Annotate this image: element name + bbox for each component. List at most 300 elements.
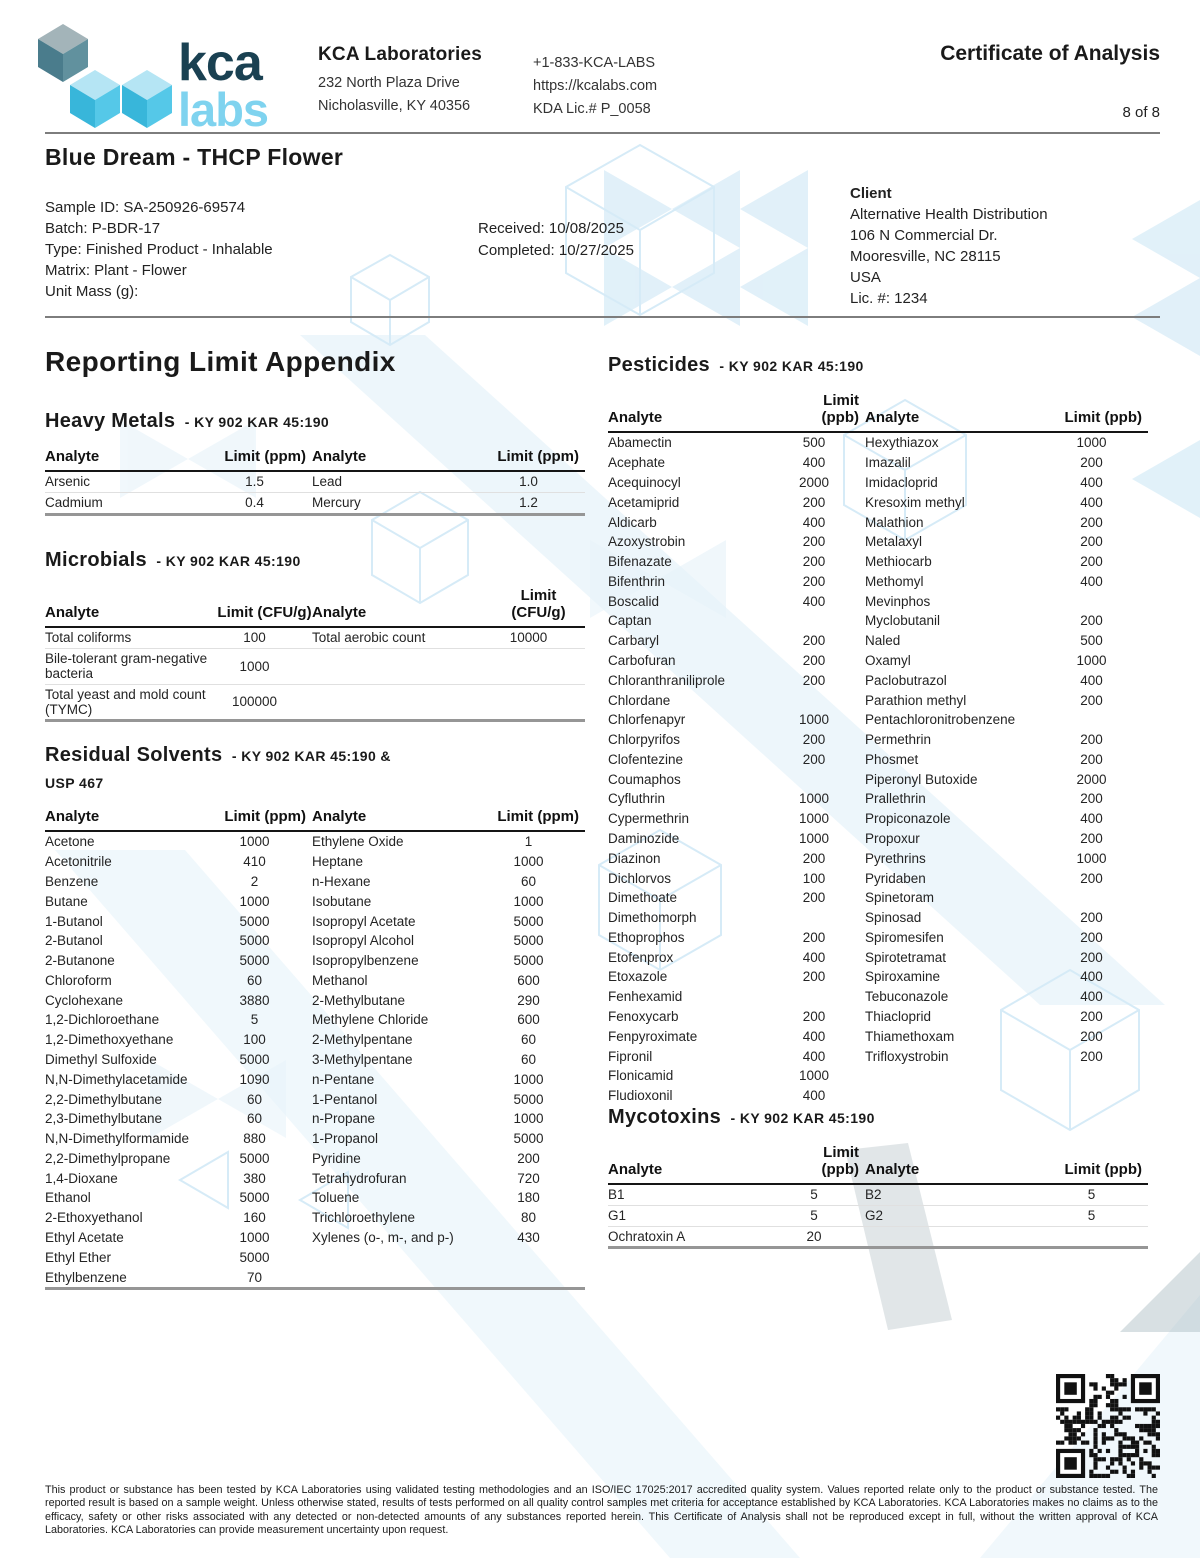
limit-cell: 200 — [802, 633, 826, 649]
table-row — [45, 471, 585, 492]
analyte-cell: Dimethomorph — [608, 910, 697, 926]
analyte-cell: Acequinocyl — [608, 474, 681, 490]
analyte-cell: Methanol — [312, 972, 368, 988]
table-row — [45, 1050, 585, 1070]
analyte-cell: B2 — [865, 1184, 1055, 1205]
footer-disclaimer: This product or substance has been tested by KCA Laboratories using validated testing methodologies and an ISO/IEC 17025:2017 accredited quality system. Values reported relate only to the product or substance tested. The reported result is based on a sample weight. Unless otherwise stated, results of tests performed on all quality control samples met criteria for acceptance established by KCA Laboratories. KCA Laboratories makes no claims as to the efficacy, safety or other risks associated with any detected or non-detected amounts of any substances reported herein. This Certificate of Analysis shall not be reproduced except in full, without the written approval of KCA Laboratories. KCA Laboratories can provide measurement uncertainty upon request. — [45, 1484, 1158, 1537]
analyte-cell: Fipronil — [608, 1048, 653, 1064]
limit-cell: 430 — [517, 1230, 540, 1246]
limit-cell: 1000 — [513, 1071, 544, 1087]
limit-cell — [1055, 1066, 1148, 1086]
lab-info-block — [318, 44, 482, 118]
limit-cell: 200 — [802, 732, 826, 748]
section-heading — [608, 1106, 1148, 1129]
limit-cell — [1055, 591, 1148, 611]
limit-cell: 720 — [517, 1170, 540, 1186]
table-row — [608, 512, 1148, 532]
column-header-limit: Limit (ppm) — [217, 805, 312, 831]
limit-cell: 10000 — [492, 627, 585, 648]
column-header-limit: Limit (ppm) — [492, 805, 585, 831]
limit-cell: 1090 — [239, 1071, 270, 1087]
limit-cell: 20 — [783, 1226, 865, 1248]
analyte-cell: Butane — [45, 893, 88, 909]
analyte-cell: Isopropyl Acetate — [312, 913, 416, 929]
logo-cube-cyan-2 — [122, 70, 172, 128]
analyte-cell: Captan — [608, 613, 652, 629]
table-row — [608, 1007, 1148, 1027]
limit-cell: 500 — [1080, 633, 1103, 649]
analyte-cell: Ethylene Oxide — [312, 834, 404, 850]
analyte-cell: Ethanol — [45, 1190, 91, 1206]
analyte-cell: G1 — [608, 1205, 783, 1226]
section-heading — [45, 410, 585, 433]
limit-cell: 100000 — [217, 684, 312, 721]
limit-cell: 200 — [802, 652, 826, 668]
limit-cell: 400 — [1080, 811, 1103, 827]
table-row — [45, 831, 585, 852]
analyte-cell: Tebuconazole — [865, 989, 949, 1005]
limit-cell: 400 — [1080, 474, 1103, 490]
limit-cell: 5000 — [239, 1190, 270, 1206]
limit-cell: 100 — [802, 870, 826, 886]
analyte-cell: 2,2-Dimethylbutane — [45, 1091, 163, 1107]
limit-cell: 200 — [1080, 751, 1103, 767]
column-header-analyte: Analyte — [865, 1141, 1055, 1184]
table-row — [608, 967, 1148, 987]
table-row — [45, 1129, 585, 1149]
limit-cell: 1000 — [239, 1230, 270, 1246]
analyte-cell: Arsenic — [45, 471, 217, 492]
analyte-cell: Fenoxycarb — [608, 1009, 679, 1025]
analyte-cell: 1-Pentanol — [312, 1091, 378, 1107]
limit-cell: 1000 — [513, 1111, 544, 1127]
page-indicator: 8 of 8 — [1122, 104, 1160, 121]
analyte-cell: Fludioxonil — [608, 1088, 673, 1104]
analyte-cell: Acetamiprid — [608, 494, 680, 510]
analyte-cell: Prallethrin — [865, 791, 926, 807]
analyte-cell: Carbofuran — [608, 652, 676, 668]
limit-cell: 200 — [1080, 1028, 1103, 1044]
table-row — [45, 627, 585, 648]
logo-cube-gray — [38, 24, 88, 82]
limit-cell: 200 — [802, 573, 826, 589]
limit-cell: 200 — [1080, 554, 1103, 570]
column-header-limit: Limit (ppm) — [492, 445, 585, 471]
lab-contact-line: KDA Lic.# P_0058 — [533, 101, 651, 117]
limit-cell — [1055, 1086, 1148, 1106]
analyte-cell: Dichlorvos — [608, 870, 672, 886]
analyte-cell — [865, 1066, 1055, 1086]
column-header-analyte: Analyte — [608, 389, 783, 432]
residual-solvents-section — [45, 742, 585, 1290]
analyte-cell: Cyfluthrin — [608, 791, 666, 807]
table-row — [608, 710, 1148, 730]
limit-cell: 400 — [802, 949, 826, 965]
section-title: Microbials — [45, 549, 147, 571]
analyte-cell: Azoxystrobin — [608, 534, 686, 550]
logo-text-kca: kca — [178, 34, 262, 92]
lab-address-line: 232 North Plaza Drive — [318, 75, 460, 91]
sample-info-block — [45, 197, 273, 302]
limit-cell: 1.5 — [217, 471, 312, 492]
table-row — [45, 1149, 585, 1169]
mycotoxins-table — [608, 1141, 1148, 1249]
lab-address-line: Nicholasville, KY 40356 — [318, 98, 471, 114]
analyte-cell: Pentachloronitrobenzene — [865, 712, 1016, 728]
table-row — [608, 432, 1148, 453]
table-row — [608, 591, 1148, 611]
analyte-cell: Etoxazole — [608, 969, 668, 985]
limit-cell: 400 — [802, 514, 826, 530]
logo-cube-cyan-1 — [70, 70, 120, 128]
client-label: Client — [850, 185, 892, 202]
analyte-cell: Metalaxyl — [865, 534, 923, 550]
section-title: Pesticides — [608, 354, 710, 376]
table-row — [608, 670, 1148, 690]
limit-cell: 1000 — [239, 834, 270, 850]
analyte-cell — [865, 1226, 1055, 1248]
analyte-cell: Ochratoxin A — [608, 1226, 783, 1248]
analyte-cell: Flonicamid — [608, 1068, 674, 1084]
analyte-cell — [865, 1086, 1055, 1106]
column-header-analyte: Analyte — [865, 389, 1055, 432]
limit-cell: 3880 — [239, 992, 270, 1008]
limit-cell: 100 — [217, 627, 312, 648]
table-row — [45, 951, 585, 971]
analyte-cell: Acetone — [45, 834, 95, 850]
limit-cell: 200 — [802, 554, 826, 570]
analyte-cell: Total coliforms — [45, 627, 217, 648]
analyte-cell: Pyridine — [312, 1150, 361, 1166]
analyte-cell: 2-Methylbutane — [312, 992, 406, 1008]
lab-contact-line: https://kcalabs.com — [533, 78, 658, 94]
client-line: Mooresville, NC 28115 — [850, 248, 1001, 265]
table-row — [608, 947, 1148, 967]
analyte-cell: Spiromesifen — [865, 929, 944, 945]
analyte-cell: Phosmet — [865, 751, 919, 767]
analyte-cell: Thiamethoxam — [865, 1028, 955, 1044]
limit-cell: 60 — [520, 873, 537, 889]
analyte-cell: Trifloxystrobin — [865, 1048, 949, 1064]
table-row — [45, 1247, 585, 1267]
lab-name: KCA Laboratories — [318, 44, 483, 65]
analyte-cell: Ethylbenzene — [45, 1269, 127, 1285]
limit-cell: 5000 — [513, 1091, 544, 1107]
analyte-cell: n-Pentane — [312, 1071, 375, 1087]
analyte-cell: 3-Methylpentane — [312, 1051, 413, 1067]
table-row — [608, 888, 1148, 908]
limit-cell — [783, 987, 865, 1007]
analyte-cell: Hexythiazox — [865, 435, 939, 451]
limit-cell: 60 — [246, 1091, 263, 1107]
limit-cell: 400 — [802, 455, 826, 471]
analyte-cell: Isobutane — [312, 893, 372, 909]
limit-cell: 200 — [1080, 870, 1103, 886]
analyte-cell: B1 — [608, 1184, 783, 1205]
limit-cell: 60 — [246, 972, 263, 988]
client-line: Alternative Health Distribution — [850, 206, 1048, 223]
table-row — [45, 1168, 585, 1188]
column-header-limit: Limit (ppb) — [783, 1141, 865, 1184]
client-line: Lic. #: 1234 — [850, 290, 928, 307]
client-block — [850, 183, 1048, 309]
limit-cell: 1.2 — [492, 492, 585, 514]
analyte-cell: Abamectin — [608, 435, 672, 451]
limit-cell: 80 — [520, 1210, 537, 1226]
analyte-cell — [312, 1267, 492, 1288]
limit-cell: 400 — [1080, 672, 1103, 688]
analyte-cell: Ethyl Acetate — [45, 1230, 124, 1246]
analyte-cell: Lead — [312, 471, 492, 492]
analyte-cell: 2,2-Dimethylpropane — [45, 1150, 171, 1166]
table-row — [608, 532, 1148, 552]
limit-cell — [1055, 1226, 1148, 1248]
limit-cell: 1000 — [1076, 850, 1107, 866]
table-row — [45, 648, 585, 684]
analyte-cell: Spiroxamine — [865, 969, 941, 985]
analyte-cell: N,N-Dimethylacetamide — [45, 1071, 188, 1087]
analyte-cell: Fenpyroximate — [608, 1028, 698, 1044]
heavy-metals-section — [45, 410, 585, 516]
analyte-cell: 2-Ethoxyethanol — [45, 1210, 143, 1226]
sample-info-line: Type: Finished Product - Inhalable — [45, 241, 273, 258]
limit-cell: 1000 — [798, 831, 830, 847]
analyte-cell: Isopropylbenzene — [312, 953, 419, 969]
table-row — [45, 684, 585, 721]
analyte-cell: Diazinon — [608, 850, 661, 866]
analyte-cell: G2 — [865, 1205, 1055, 1226]
analyte-cell: 1,2-Dimethoxyethane — [45, 1032, 174, 1048]
analyte-cell: Bifenazate — [608, 554, 672, 570]
limit-cell: 200 — [802, 969, 826, 985]
analyte-cell: Propiconazole — [865, 811, 951, 827]
analyte-cell: 1-Propanol — [312, 1131, 379, 1147]
column-header-analyte: Analyte — [45, 805, 217, 831]
limit-cell: 600 — [517, 972, 540, 988]
analyte-cell: Spinosad — [865, 910, 922, 926]
analyte-cell: 2-Methylpentane — [312, 1032, 413, 1048]
table-row — [608, 928, 1148, 948]
microbials-section — [45, 549, 585, 722]
table-row — [45, 1069, 585, 1089]
table-row — [45, 1188, 585, 1208]
limit-cell: 1000 — [798, 811, 830, 827]
limit-cell: 200 — [802, 494, 826, 510]
analyte-cell: Kresoxim methyl — [865, 494, 965, 510]
limit-cell: 5000 — [513, 933, 544, 949]
table-row — [608, 611, 1148, 631]
limit-cell: 200 — [802, 534, 826, 550]
limit-cell — [783, 690, 865, 710]
limit-cell: 5000 — [239, 1150, 270, 1166]
analyte-cell: Parathion methyl — [865, 692, 967, 708]
column-header-analyte: Analyte — [312, 584, 492, 627]
analyte-cell: Daminozide — [608, 831, 680, 847]
table-row — [45, 1228, 585, 1248]
table-row — [608, 690, 1148, 710]
section-heading — [45, 742, 415, 797]
analyte-cell: Oxamyl — [865, 652, 911, 668]
analyte-cell: Total aerobic count — [312, 627, 492, 648]
lab-contact-block — [533, 52, 657, 121]
analyte-cell: Propoxur — [865, 831, 920, 847]
limit-cell: 1 — [524, 834, 533, 850]
section-title: Residual Solvents — [45, 744, 223, 766]
analyte-cell: Toluene — [312, 1190, 360, 1206]
limit-cell: 1000 — [1076, 652, 1107, 668]
document-title: Certificate of Analysis — [940, 42, 1160, 65]
table-row — [608, 868, 1148, 888]
column-header-limit: Limit (ppb) — [783, 389, 865, 432]
section-method: - KY 902 KAR 45:190 & USP 467 — [45, 748, 391, 791]
limit-cell: 5000 — [513, 1131, 544, 1147]
analyte-cell: Tetrahydrofuran — [312, 1170, 407, 1186]
pesticides-section — [608, 354, 1148, 1106]
limit-cell: 400 — [1080, 573, 1103, 589]
limit-cell: 200 — [802, 850, 826, 866]
limit-cell: 70 — [246, 1269, 263, 1285]
lab-contact-line: +1-833-KCA-LABS — [533, 55, 656, 71]
sample-info-line: Batch: P-BDR-17 — [45, 220, 161, 237]
table-row — [608, 1066, 1148, 1086]
limit-cell: 5 — [250, 1012, 259, 1028]
table-row — [608, 1205, 1148, 1226]
analyte-cell: 2-Butanone — [45, 953, 115, 969]
table-row — [608, 750, 1148, 770]
table-row — [608, 908, 1148, 928]
table-row — [45, 872, 585, 892]
sample-info-line: Matrix: Plant - Flower — [45, 262, 187, 279]
sample-divider — [45, 316, 1160, 318]
limit-cell: 400 — [1080, 969, 1103, 985]
limit-cell: 5 — [1055, 1184, 1148, 1205]
analyte-cell: Acetonitrile — [45, 854, 112, 870]
column-header-analyte: Analyte — [312, 445, 492, 471]
table-row — [45, 1030, 585, 1050]
limit-cell: 400 — [802, 593, 826, 609]
analyte-cell: Total yeast and mold count (TYMC) — [45, 684, 217, 721]
analyte-cell: Cyclohexane — [45, 992, 124, 1008]
appendix-title: Reporting Limit Appendix — [45, 346, 396, 377]
limit-cell: 5000 — [239, 1051, 270, 1067]
analyte-cell: Permethrin — [865, 732, 932, 748]
analyte-cell: Myclobutanil — [865, 613, 941, 629]
analyte-cell — [312, 1247, 492, 1267]
limit-cell: 200 — [1080, 613, 1103, 629]
analyte-cell: Naled — [865, 633, 901, 649]
limit-cell: 5000 — [239, 953, 270, 969]
analyte-cell: Pyridaben — [865, 870, 926, 886]
table-row — [608, 730, 1148, 750]
limit-cell — [783, 908, 865, 928]
table-row — [608, 1026, 1148, 1046]
table-row — [608, 473, 1148, 493]
analyte-cell: 1-Butanol — [45, 913, 103, 929]
column-header-analyte: Analyte — [45, 584, 217, 627]
table-row — [45, 852, 585, 872]
heavy-metals-table — [45, 445, 585, 516]
limit-cell: 200 — [1080, 791, 1103, 807]
table-row — [608, 789, 1148, 809]
table-row — [45, 911, 585, 931]
limit-cell: 60 — [246, 1111, 263, 1127]
limit-cell: 1000 — [798, 791, 830, 807]
section-method: - KY 902 KAR 45:190 — [156, 553, 301, 569]
limit-cell: 400 — [802, 1048, 826, 1064]
limit-cell: 5 — [783, 1205, 865, 1226]
mycotoxins-section — [608, 1106, 1148, 1249]
client-line: 106 N Commercial Dr. — [850, 227, 998, 244]
section-method: - KY 902 KAR 45:190 — [730, 1110, 875, 1126]
section-heading — [608, 354, 1148, 377]
analyte-cell: Ethoprophos — [608, 929, 685, 945]
column-header-limit: Limit (ppm) — [217, 445, 312, 471]
limit-cell: 1000 — [513, 854, 544, 870]
kca-labs-logo — [30, 22, 290, 134]
section-heading — [45, 549, 585, 572]
limit-cell: 5000 — [513, 953, 544, 969]
section-title: Mycotoxins — [608, 1106, 722, 1128]
limit-cell: 200 — [1080, 692, 1103, 708]
analyte-cell: 2-Butanol — [45, 933, 103, 949]
analyte-cell: Dimethyl Sulfoxide — [45, 1051, 157, 1067]
analyte-cell: Bifenthrin — [608, 573, 666, 589]
analyte-cell: 1,4-Dioxane — [45, 1170, 118, 1186]
analyte-cell: Thiacloprid — [865, 1009, 932, 1025]
table-row — [608, 571, 1148, 591]
limit-cell: 400 — [1080, 989, 1103, 1005]
table-row — [608, 987, 1148, 1007]
limit-cell: 400 — [802, 1028, 826, 1044]
analyte-cell: Trichloroethylene — [312, 1210, 416, 1226]
qr-code — [1056, 1374, 1160, 1478]
sample-info-line: Unit Mass (g): — [45, 283, 139, 300]
analyte-cell: Piperonyl Butoxide — [865, 771, 978, 787]
limit-cell: 100 — [243, 1032, 266, 1048]
limit-cell: 200 — [1080, 910, 1103, 926]
table-row — [45, 1109, 585, 1129]
table-row — [608, 1184, 1148, 1205]
table-row — [608, 829, 1148, 849]
limit-cell: 200 — [1080, 1048, 1103, 1064]
analyte-cell: Carbaryl — [608, 633, 660, 649]
analyte-cell: Bile-tolerant gram-negative bacteria — [45, 648, 217, 684]
analyte-cell: Methylene Chloride — [312, 1012, 429, 1028]
limit-cell: 60 — [520, 1032, 537, 1048]
table-row — [45, 1267, 585, 1288]
column-header-analyte: Analyte — [312, 805, 492, 831]
column-header-limit: Limit (CFU/g) — [217, 584, 312, 627]
limit-cell: 200 — [802, 929, 826, 945]
analyte-cell: Imidacloprid — [865, 474, 938, 490]
limit-cell: 5000 — [239, 933, 270, 949]
analyte-cell — [312, 648, 492, 684]
analyte-cell: Paclobutrazol — [865, 672, 947, 688]
limit-cell: 200 — [1080, 732, 1103, 748]
analyte-cell: Chloroform — [45, 972, 112, 988]
residual-solvents-table — [45, 805, 585, 1290]
sample-date-line: Completed: 10/27/2025 — [478, 241, 634, 259]
table-row — [608, 769, 1148, 789]
analyte-cell: Acephate — [608, 455, 666, 471]
table-row — [608, 1226, 1148, 1248]
limit-cell: 200 — [802, 1009, 826, 1025]
table-row — [45, 492, 585, 514]
limit-cell: 1.0 — [492, 471, 585, 492]
analyte-cell: Aldicarb — [608, 514, 657, 530]
limit-cell: 1000 — [239, 893, 270, 909]
analyte-cell: Chloranthraniliprole — [608, 672, 726, 688]
